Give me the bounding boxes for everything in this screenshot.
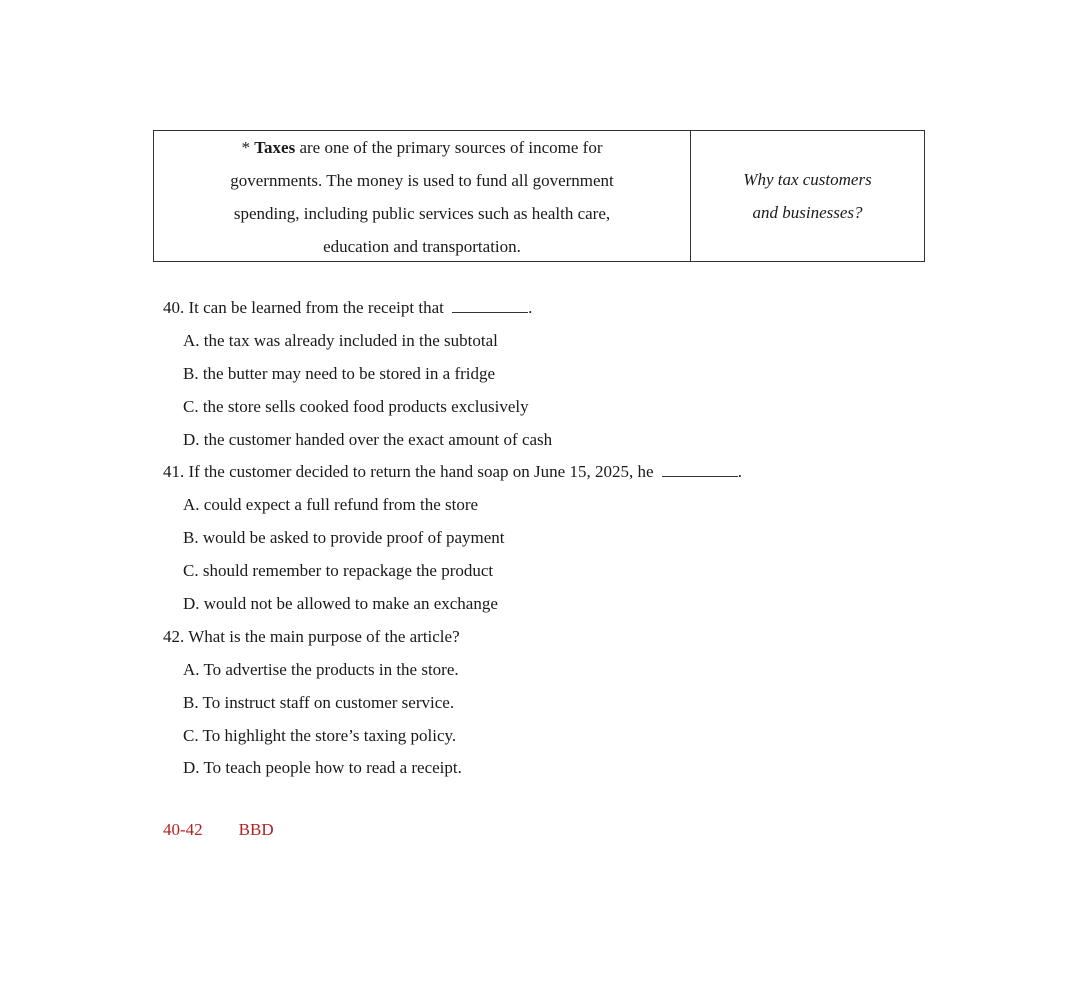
question-option: B. would be asked to provide proof of payment [183, 528, 505, 548]
side-note-line: and businesses? [752, 203, 863, 222]
note-line: governments. The money is used to fund all government [230, 171, 614, 190]
question-stem: 42. What is the main purpose of the article? [163, 626, 460, 646]
question-option: C. should remember to repackage the product [183, 561, 494, 581]
question-stem: 40. It can be learned from the receipt that . [163, 298, 533, 317]
question-option: C. the store sells cooked food products exclusively [183, 396, 529, 416]
note-table [153, 130, 925, 262]
question-list [163, 292, 1023, 785]
question-stem: 41. If the customer decided to return the hand soap on June 15, 2025, he . [163, 462, 743, 482]
question-option: D. To teach people how to read a receipt. [183, 758, 462, 778]
question-option: A. To advertise the products in the store. [183, 659, 459, 679]
question-option: B. the butter may need to be stored in a fridge [183, 363, 496, 383]
question-option: A. the tax was already included in the subtotal [183, 330, 498, 350]
answer-range: 40-42 [163, 820, 203, 839]
question-option: D. would not be allowed to make an exchange [183, 594, 498, 614]
note-line: spending, including public services such as health care, [233, 204, 611, 223]
question-option: C. To highlight the store’s taxing policy. [183, 725, 457, 745]
answer-key [163, 820, 274, 840]
question-option: D. the customer handed over the exact amount of cash [183, 429, 553, 449]
note-table-side-note [691, 131, 924, 261]
side-note-line: Why tax customers [743, 170, 872, 189]
note-bullet: * [241, 138, 255, 157]
note-line [154, 131, 690, 164]
question-option: B. To instruct staff on customer service. [183, 692, 455, 712]
answer-blank [452, 298, 528, 313]
answer-blank [662, 462, 738, 477]
note-line-text: are one of the primary sources of income for [295, 138, 603, 157]
note-line: education and transportation. [323, 237, 521, 256]
question-option: A. could expect a full refund from the store [183, 495, 479, 515]
note-bold-term: Taxes [254, 138, 296, 157]
answer-letters: BBD [238, 820, 274, 839]
note-table-definition [154, 131, 691, 261]
